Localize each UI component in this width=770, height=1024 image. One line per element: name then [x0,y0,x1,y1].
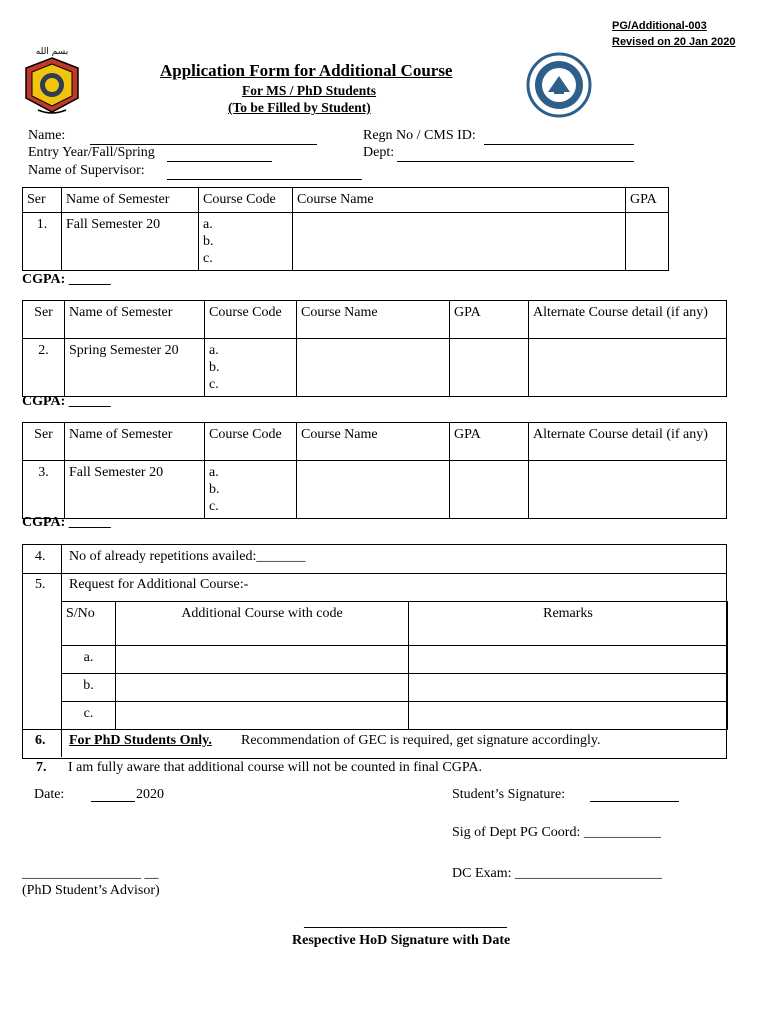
course-name-cell[interactable] [297,339,450,397]
remarks-cell[interactable] [409,674,728,702]
col-header: Course Code [205,301,297,339]
date-label: Date: [34,787,65,802]
declaration-text: I am fully aware that additional course will not be counted in final CGPA. [68,760,482,775]
course-code-cell[interactable] [205,461,297,519]
cgpa-label-1: CGPA: ______ [22,272,111,287]
page-subtitle-2: (To be Filled by Student) [228,100,371,115]
col-header: Ser [23,301,65,339]
code-b: b. [209,360,220,375]
col-header: Ser [23,423,65,461]
student-signature-label: Student’s Signature: [452,787,566,802]
col-header: Course Name [293,188,626,213]
alternate-course-cell[interactable] [529,339,727,397]
hod-signature-line[interactable]: _____________________________ [304,915,507,930]
semester-cell: Fall Semester 20 [65,461,205,519]
gpa-cell[interactable] [450,461,529,519]
col-header: Remarks [409,602,728,646]
code-a: a. [203,217,213,232]
row-number: 4. [35,549,46,564]
col-header: Alternate Course detail (if any) [529,423,727,461]
request-text: Request for Additional Course:- [69,577,249,592]
item-number: 7. [36,760,47,775]
code-b: b. [209,482,220,497]
col-header: Ser [23,188,62,213]
course-input-cell[interactable] [116,674,409,702]
institution-crest-logo [18,44,86,116]
dept-label: Dept: [363,145,395,160]
code-a: a. [209,465,219,480]
additional-course-table [61,601,728,730]
code-c: c. [203,251,213,266]
course-input-cell[interactable] [116,702,409,730]
cgpa-label-3: CGPA: ______ [22,515,111,530]
code-c: c. [209,377,219,392]
gpa-cell[interactable] [450,339,529,397]
supervisor-field[interactable] [167,179,362,180]
col-header: Additional Course with code [116,602,409,646]
entry-field[interactable] [167,161,272,162]
course-code-cell[interactable] [205,339,297,397]
course-input-cell[interactable] [116,646,409,674]
phd-only-label: For PhD Students Only. [69,733,212,748]
ser-cell: 2. [23,339,65,397]
col-header: Name of Semester [65,301,205,339]
page-subtitle: For MS / PhD Students [242,83,377,98]
cgpa-label-2: CGPA: ______ [22,394,111,409]
supervisor-label: Name of Supervisor: [28,163,145,178]
form-code: PG/Additional-003 [612,20,707,32]
remarks-cell[interactable] [409,646,728,674]
regn-field[interactable] [484,144,634,145]
regn-label: Regn No / CMS ID: [363,128,476,143]
date-year: 2020 [136,787,164,802]
advisor-signature-line[interactable]: _________________ __ [22,866,159,881]
code-b: b. [203,234,214,249]
page-title: Application Form for Additional Course [160,61,453,80]
row-number: 6. [35,733,46,748]
date-field[interactable] [91,801,135,802]
col-header: S/No [62,602,116,646]
semester-table-3 [22,422,727,519]
name-label: Name: [28,128,66,143]
alternate-course-cell[interactable] [529,461,727,519]
dept-field[interactable] [397,161,634,162]
entry-label: Entry Year/Fall/Spring [28,145,155,160]
course-name-cell[interactable] [297,461,450,519]
col-header: GPA [450,301,529,339]
row-number: 5. [35,577,46,592]
code-c: c. [209,499,219,514]
pg-coord-signature[interactable]: Sig of Dept PG Coord: ___________ [452,825,661,840]
col-header: Name of Semester [62,188,199,213]
col-header: Course Name [297,423,450,461]
hod-signature-label: Respective HoD Signature with Date [292,933,511,948]
col-header: Course Name [297,301,450,339]
svg-text:بسم الله: بسم الله [35,47,69,57]
semester-cell: Spring Semester 20 [65,339,205,397]
university-seal-logo [526,52,592,118]
sub-row-label: b. [62,674,116,702]
course-code-cell[interactable] [199,213,293,271]
request-table [22,544,727,759]
student-signature-field[interactable] [590,801,679,802]
ser-cell: 3. [23,461,65,519]
semester-table-1 [22,187,669,271]
gec-recommendation-text: Recommendation of GEC is required, get signature accordingly. [241,733,601,748]
dc-exam-signature[interactable]: DC Exam: _____________________ [452,866,662,881]
col-header: Course Code [199,188,293,213]
ser-cell: 1. [23,213,62,271]
revised-date: Revised on 20 Jan 2020 [612,36,736,48]
repetitions-text: No of already repetitions availed:_______ [69,549,306,564]
sub-row-label: a. [62,646,116,674]
course-name-cell[interactable] [293,213,626,271]
col-header: Alternate Course detail (if any) [529,301,727,339]
sub-row-label: c. [62,702,116,730]
remarks-cell[interactable] [409,702,728,730]
code-a: a. [209,343,219,358]
col-header: Name of Semester [65,423,205,461]
gpa-cell[interactable] [626,213,669,271]
advisor-label: (PhD Student’s Advisor) [22,883,160,898]
semester-table-2 [22,300,727,397]
col-header: GPA [450,423,529,461]
col-header: GPA [626,188,669,213]
semester-cell: Fall Semester 20 [62,213,199,271]
col-header: Course Code [205,423,297,461]
